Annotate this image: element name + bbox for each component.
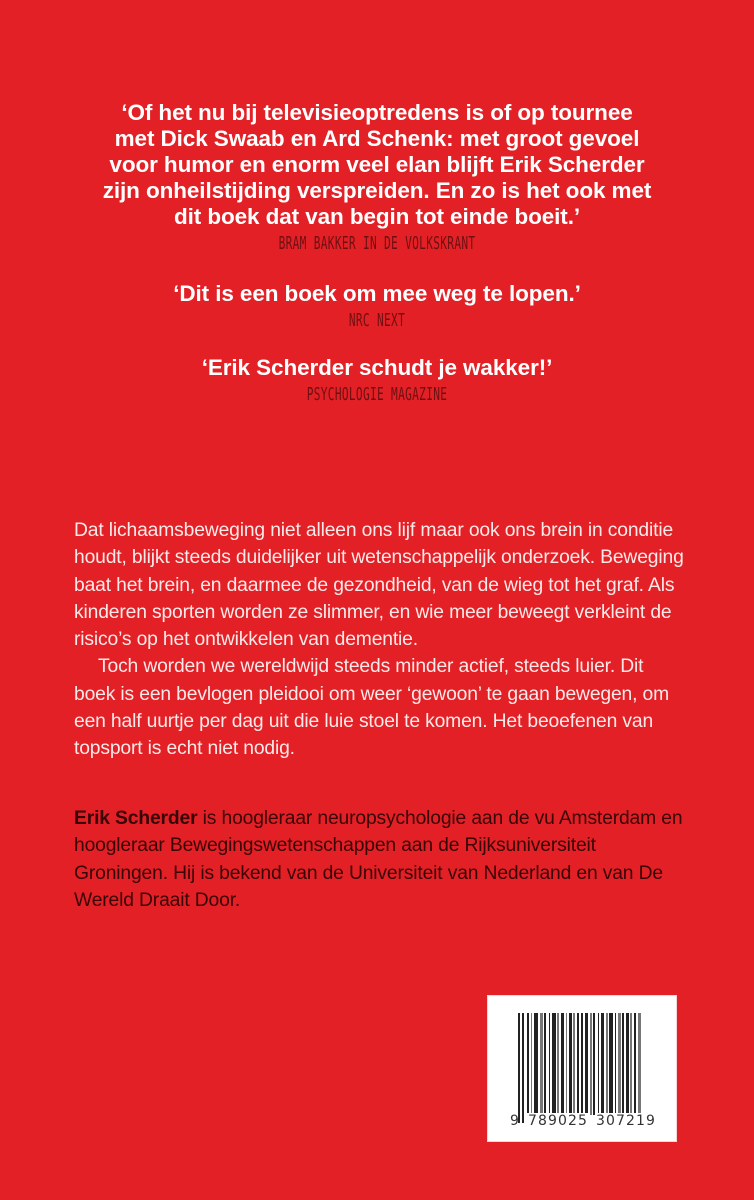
blurb-paragraph-1: Dat lichaamsbeweging niet alleen ons lijf maar ook ons brein in conditie houdt, blijkt steeds duidelijker uit wetenschappelijk onderzoek. Beweging baat het brein, en daarmee de gezondheid, van de wieg tot het graf. Als kinderen sporten worden ze slimmer, en wie meer beweegt verkleint de risico’s op het ontwikkelen van dementie. — [74, 520, 684, 651]
isbn-lead-digit: 9 — [510, 1113, 521, 1129]
quote-line: zijn onheilstijding verspreiden. En zo is het ook met — [102, 178, 652, 203]
quote-source: BRAM BAKKER IN DE VOLKSKRANT — [278, 233, 476, 254]
author-name: Erik Scherder — [74, 808, 198, 829]
blurb-paragraph-2: Toch worden we wereldwijd steeds minder actief, steeds luier. Dit boek is een bevlogen pleidooi om weer ‘gewoon’ te gaan bewegen, om een half uurtje per dag uit die luie stoel te komen. Het beoefenen van topsport is echt niet nodig. — [74, 656, 670, 760]
quote-line: met Dick Swaab en Ard Schenk: met groot gevoel — [114, 126, 640, 151]
quote-block-nrc-next — [0, 281, 754, 333]
quote-source: PSYCHOLOGIE MAGAZINE — [306, 384, 448, 405]
barcode-bars-icon — [518, 1013, 660, 1123]
isbn-right-group: 307219 — [596, 1113, 657, 1129]
quote-text: ‘Dit is een boek om mee weg te lopen.’ — [173, 281, 581, 306]
author-bio — [74, 805, 686, 914]
quote-block-psychologie-magazine — [0, 355, 754, 407]
quote-block-volkskrant — [0, 100, 754, 256]
isbn-left-group: 789025 — [528, 1113, 589, 1129]
review-quotes — [0, 100, 754, 407]
book-blurb — [74, 517, 686, 763]
quote-text: ‘Erik Scherder schudt je wakker!’ — [201, 355, 553, 380]
quote-source: NRC NEXT — [348, 310, 406, 331]
isbn-barcode — [487, 995, 677, 1142]
author-bio-text: is hoogleraar neuropsychologie aan de vu Amsterdam en hoogleraar Bewegingswetenschappen aan de Rijksuniversiteit Groningen. Hij is bekend van de Universiteit van Nederland en van De Wereld Draait Door. — [74, 808, 683, 911]
quote-line: voor humor en enorm veel elan blijft Erik Scherder — [109, 152, 645, 177]
quote-line: dit boek dat van begin tot einde boeit.’ — [173, 204, 581, 229]
quote-line: ‘Of het nu bij televisieoptredens is of op tournee — [121, 100, 633, 125]
